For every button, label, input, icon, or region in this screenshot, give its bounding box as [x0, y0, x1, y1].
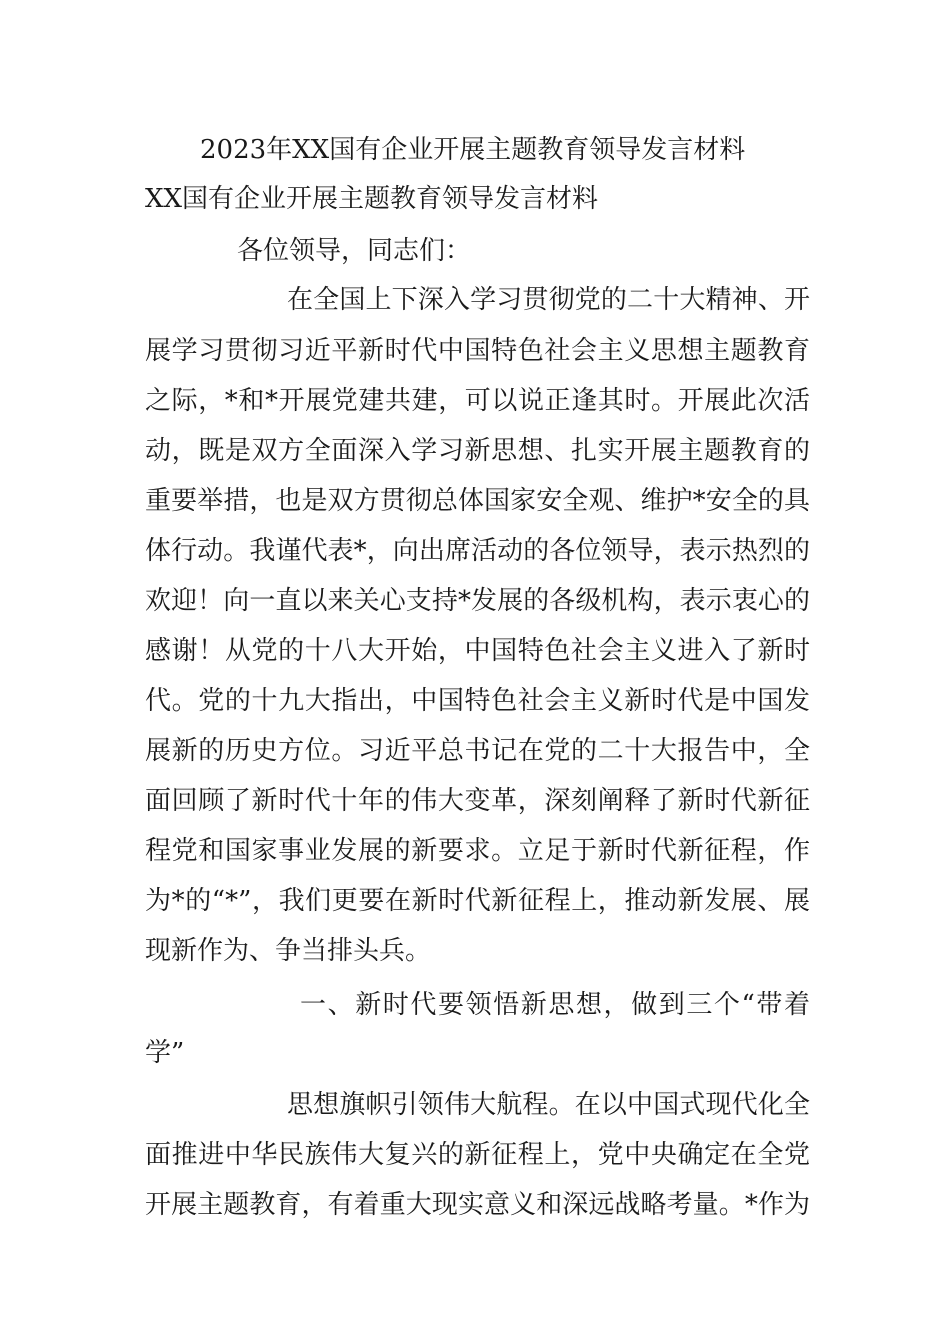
paragraph-line: 面推进中华民族伟大复兴的新征程上，党中央确定在全党 [145, 1140, 810, 1170]
paragraph-line: 开展主题教育，有着重大现实意义和深远战略考量。*作为 [145, 1190, 810, 1220]
heading-line: 学” [145, 1038, 185, 1068]
paragraph-line: 代。党的十九大指出，中国特色社会主义新时代是中国发 [145, 686, 810, 716]
paragraph-line: 程党和国家事业发展的新要求。立足于新时代新征程，作 [145, 836, 810, 866]
paragraph-line: 现新作为、争当排头兵。 [145, 936, 432, 966]
heading-line: 一、新时代要领悟新思想，做到三个“带着 [300, 990, 810, 1020]
paragraph-line: 体行动。我谨代表*，向出席活动的各位领导，表示热烈的 [145, 536, 810, 566]
paragraph-line: 为*的“*”，我们更要在新时代新征程上，推动新发展、展 [145, 886, 810, 916]
salutation: 各位领导，同志们： [237, 236, 472, 266]
paragraph-line: 之际，*和*开展党建共建，可以说正逢其时。开展此次活 [145, 386, 810, 416]
paragraph-line: 思想旗帜引领伟大航程。在以中国式现代化全 [287, 1090, 810, 1120]
document-title: 2023年XX国有企业开展主题教育领导发言材料 [200, 135, 746, 165]
document-subtitle: XX国有企业开展主题教育领导发言材料 [145, 184, 599, 214]
paragraph-line: 展新的历史方位。习近平总书记在党的二十大报告中，全 [145, 736, 810, 766]
paragraph-line: 面回顾了新时代十年的伟大变革，深刻阐释了新时代新征 [145, 786, 810, 816]
paragraph-line: 在全国上下深入学习贯彻党的二十大精神、开 [287, 285, 810, 315]
paragraph-line: 动，既是双方全面深入学习新思想、扎实开展主题教育的 [145, 436, 810, 466]
paragraph-line: 感谢！从党的十八大开始，中国特色社会主义进入了新时 [145, 636, 810, 666]
paragraph-line: 欢迎！向一直以来关心支持*发展的各级机构，表示衷心的 [145, 586, 810, 616]
paragraph-line: 展学习贯彻习近平新时代中国特色社会主义思想主题教育 [145, 336, 810, 366]
paragraph-line: 重要举措，也是双方贯彻总体国家安全观、维护*安全的具 [145, 486, 810, 516]
